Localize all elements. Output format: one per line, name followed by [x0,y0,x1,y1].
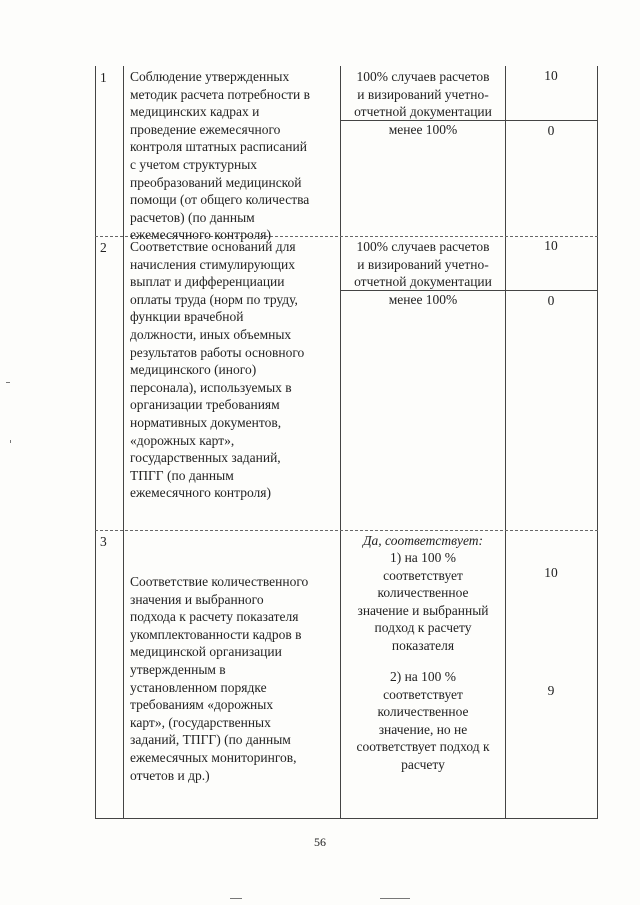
text-line: Соблюдение утвержденных [130,69,290,84]
text-line: методик расчета потребности в [130,86,310,102]
text-line: соответствует [383,686,463,702]
text-line: карт», (государственных [130,714,271,730]
row-number: 1 [100,70,107,85]
table-column-divider-3 [505,66,506,818]
text-line: «дорожных карт», [130,432,235,448]
criterion-text [130,238,342,502]
table-border-right [597,66,598,818]
text-line: отчетов и др.) [130,767,210,783]
row-number: 3 [100,534,107,549]
text-line: помощи (от общего количества [130,192,310,208]
text-line: ТПГГ (по данным [130,467,234,483]
text-line: должности, иных объемных [130,326,292,342]
scan-artifact [6,382,10,383]
text-line: подхода к расчету показателя [130,609,299,625]
text-line: медицинского (иного) [130,362,257,378]
text-line: менее 100% [388,122,458,137]
table-border-bottom [95,818,598,819]
text-line: отчетной документации [354,104,492,120]
table-column-divider-1 [123,66,124,818]
text-line: количественное [377,585,469,601]
text-line: персонала), используемых в [130,379,292,395]
row-number: 2 [100,240,107,255]
text-line: 100% случаев расчетов [356,239,490,254]
condition-heading: Да, соответствует: [362,533,484,548]
condition-text [343,121,503,139]
text-line: ежемесячных мониторингов, [130,749,297,765]
text-line: заданий, ТПГГ) (по данным [130,732,291,748]
text-line: количественное [377,704,469,720]
scan-artifact [380,898,410,899]
text-line: медицинской организации [130,644,282,660]
text-line: нормативных документов, [130,414,282,430]
text-line: значение, но не [378,721,468,737]
text-line: соответствует подход к [356,739,490,755]
text-line: Соответствие количественного [130,574,309,589]
text-line: начисления стимулирующих [130,256,295,272]
condition-text [343,68,503,121]
text-line: менее 100% [388,292,458,307]
score-value: 9 [547,683,555,698]
text-line: показателя [391,637,455,653]
text-line: и визирований учетно- [357,86,489,102]
score-value: 10 [544,565,558,580]
text-line: отчетной документации [354,274,492,290]
page-number: 56 [314,835,326,849]
text-line: расчетов) (по данным [130,209,255,225]
text-line: 2) на 100 % [389,669,457,684]
text-line: 100% случаев расчетов [356,69,490,84]
text-line: расчету [401,756,445,772]
score-value: 0 [547,293,555,308]
text-line: организации требованиям [130,397,280,413]
condition-text [343,549,503,655]
text-line: государственных заданий, [130,450,281,466]
text-line: утвержденным в [130,661,226,677]
criterion-text [130,68,342,244]
criterion-text [130,573,342,784]
scan-artifact [230,898,242,899]
text-line: медицинских кадрах и [130,104,260,120]
text-line: и визирований учетно- [357,256,489,272]
text-line: значения и выбранного [130,591,264,607]
text-line: функции врачебной [130,309,244,325]
text-line: с учетом структурных [130,156,258,172]
text-line: проведение ежемесячного [130,121,281,137]
text-line: соответствует [383,567,463,583]
text-line: ежемесячного контроля) [130,227,271,243]
text-line: 1) на 100 % [389,550,457,565]
text-line: результатов работы основного [130,344,305,360]
score-value: 0 [547,123,555,138]
condition-text [343,291,503,309]
row-separator [95,530,598,531]
text-line: значение и выбранный [357,602,489,618]
score-value: 10 [544,68,558,83]
text-line: Соответствие оснований для [130,239,296,254]
text-line: контроля штатных расписаний [130,139,307,155]
text-line: ежемесячного контроля) [130,485,271,501]
scan-artifact [10,440,11,443]
text-line: подход к расчету [374,620,472,636]
text-line: требованиям «дорожных [130,697,274,713]
condition-text [343,238,503,291]
text-line: оплаты труда (норм по труду, [130,291,298,307]
text-line: укомплектованности кадров в [130,626,302,642]
text-line: выплат и дифференциации [130,274,285,290]
text-line: установленном порядке [130,679,267,695]
condition-text [343,668,503,774]
table-border-left [95,66,96,818]
text-line: преобразований медицинской [130,174,302,190]
score-value: 10 [544,238,558,253]
